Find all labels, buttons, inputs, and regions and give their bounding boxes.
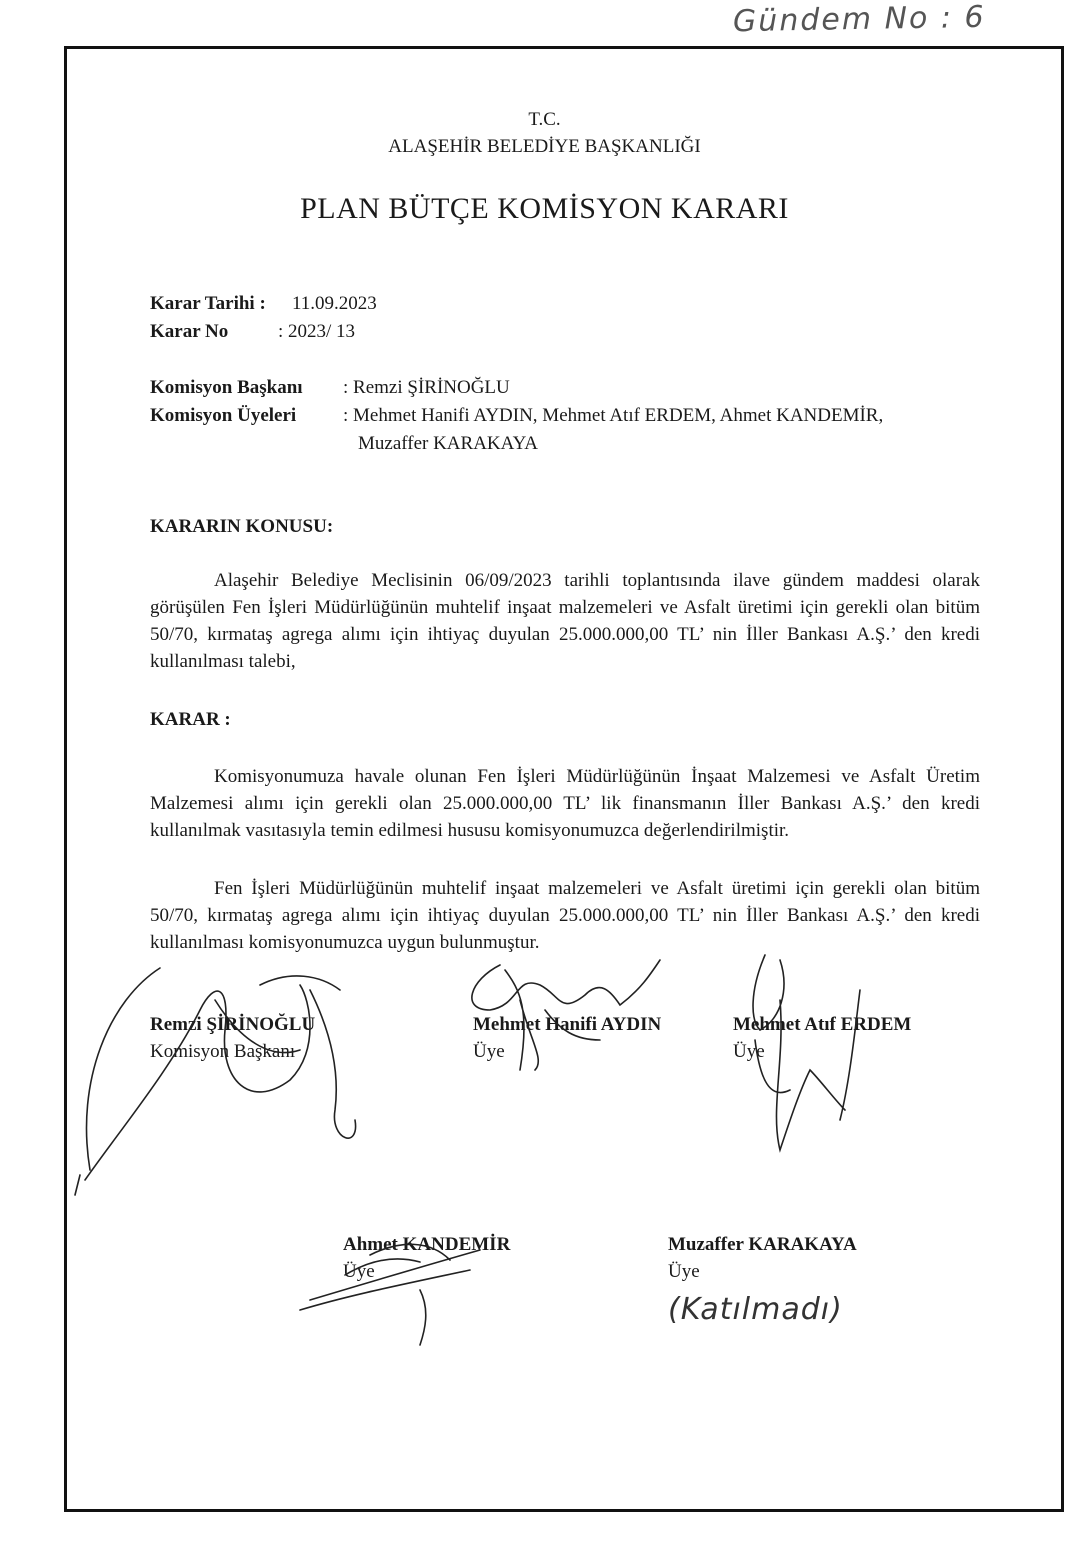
signatory-name-member-2: Mehmet Atıf ERDEM [733, 1014, 912, 1035]
decision-text-1: Komisyonumuza havale olunan Fen İşleri Müdürlüğünün İnşaat Malzemesi ve Asfalt Üretim Malzemesi alımı için gerekli olan 25.000.000,00 TL’ lik finansmanın İller Bankası A.Ş.’ den kredi kullanılmak vasıtasıyla temin edilmesi hususu komisyonumuzca değerlendirilmiştir. [150, 766, 980, 841]
signatory-role-member-2: Üye [733, 1041, 765, 1062]
signatory-name-member-1: Mehmet Hanifi AYDIN [473, 1014, 662, 1035]
commission-members-value: : Mehmet Hanifi AYDIN, Mehmet Atıf ERDEM, Ahmet KANDEMİR, [343, 405, 884, 426]
signatory-role-member-1: Üye [473, 1041, 505, 1062]
commission-members-label: Komisyon Üyeleri [150, 405, 297, 426]
subject-heading: KARARIN KONUSU: [150, 516, 334, 537]
commission-chair-value: : Remzi ŞİRİNOĞLU [343, 377, 510, 398]
subject-text: Alaşehir Belediye Meclisinin 06/09/2023 tarihli toplantısında ilave gündem maddesi olarak görüşülen Fen İşleri Müdürlüğünün muhtelif inşaat malzemeleri ve Asfalt üretimi için gerekli olan bitüm 50/70, kırmataş agrega alımı için ihtiyaç duyulan 25.000.000,00 TL’ nin İller Bankası A.Ş.’ den kredi kullanılması talebi, [150, 570, 980, 672]
signatory-role-chair: Komisyon Başkanı [150, 1041, 296, 1062]
header-institution: ALAŞEHİR BELEDİYE BAŞKANLIĞI [388, 136, 701, 157]
signatory-role-member-4: Üye [668, 1261, 700, 1282]
signatory-name-chair: Remzi ŞİRİNOĞLU [150, 1014, 316, 1035]
decision-paragraph-2 [150, 875, 980, 956]
decision-no-label: Karar No [150, 321, 229, 342]
absent-handwritten-note: (Katılmadı) [668, 1292, 843, 1327]
commission-members-value-cont: Muzaffer KARAKAYA [358, 433, 538, 454]
decision-date-value: 11.09.2023 [292, 293, 377, 314]
page-title: PLAN BÜTÇE KOMİSYON KARARI [300, 192, 789, 225]
decision-text-2: Fen İşleri Müdürlüğünün muhtelif inşaat malzemeleri ve Asfalt üretimi için gerekli olan bitüm 50/70, kırmataş agrega alımı için ihtiyaç duyulan 25.000.000,00 TL’ nin İller Bankası A.Ş.’ den kredi kullanılması komisyonumuzca uygun bulunmuştur. [150, 878, 980, 953]
signatory-role-member-3: Üye [343, 1261, 375, 1282]
decision-date-label: Karar Tarihi : [150, 293, 266, 314]
commission-chair-label: Komisyon Başkanı [150, 377, 303, 398]
decision-no-value: : 2023/ 13 [278, 321, 356, 342]
subject-paragraph [150, 567, 980, 675]
decision-heading: KARAR : [150, 709, 231, 730]
decision-paragraph-1 [150, 763, 980, 844]
signatory-name-member-3: Ahmet KANDEMİR [343, 1234, 511, 1255]
header-tc: T.C. [528, 109, 561, 130]
handwritten-agenda-note: Gündem No : 6 [732, 0, 986, 40]
signatory-name-member-4: Muzaffer KARAKAYA [668, 1234, 857, 1255]
